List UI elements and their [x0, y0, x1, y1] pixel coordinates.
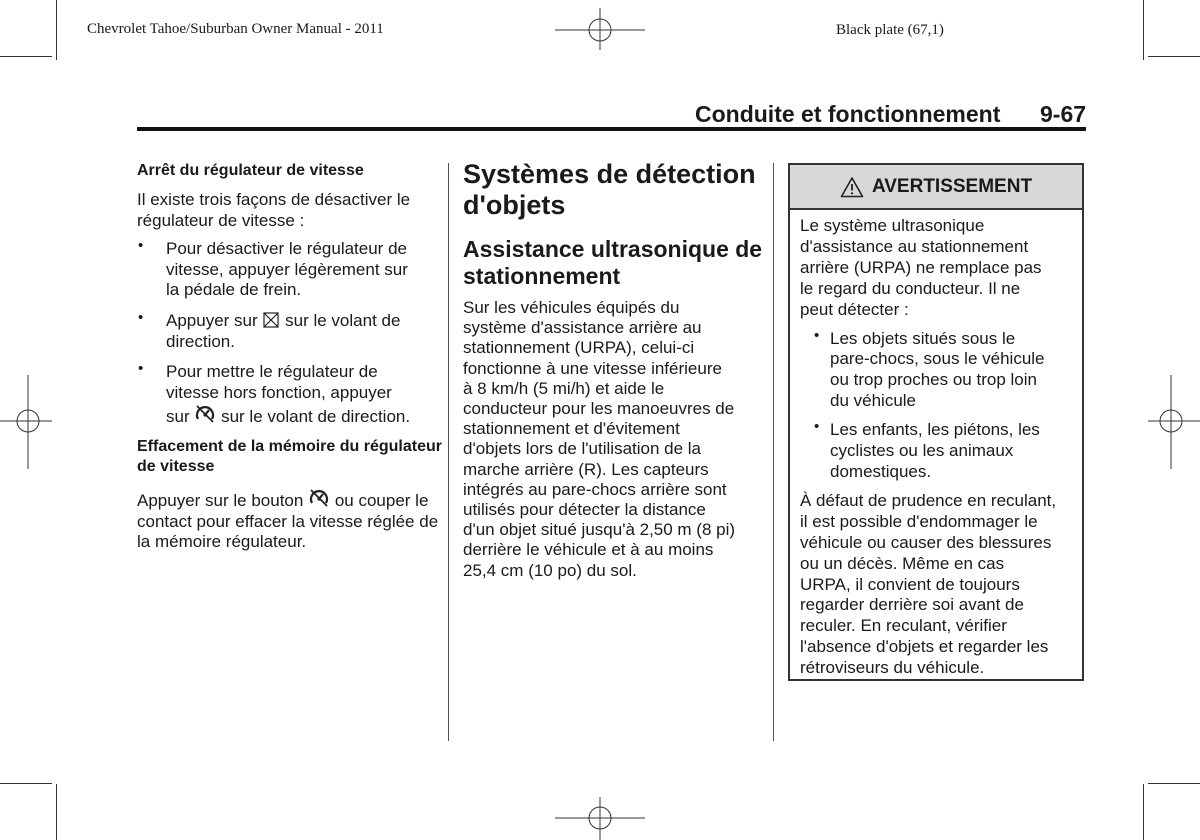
paragraph-line: intégrés au pare-chocs arrière sont — [463, 479, 727, 499]
section-heading: Systèmes de détection d'objets — [463, 159, 756, 220]
column-divider — [773, 163, 774, 741]
running-head-title: Conduite et fonctionnement — [695, 101, 1001, 127]
paragraph: Il existe trois façons de désactiver le régulateur de vitesse : — [137, 190, 411, 230]
subheading: Effacement de la mémoire du régulateur de vitesse — [137, 437, 442, 475]
warning-line: l'absence d'objets et regarder les — [800, 637, 1049, 657]
warning-line: il est possible d'endommager le — [800, 511, 1038, 531]
paragraph-line: système d'assistance arrière au — [463, 318, 702, 338]
list-item — [137, 308, 442, 352]
warning-line: ou trop proches ou trop loin — [830, 370, 1037, 390]
warning-line: véhicule ou causer des blessures — [800, 532, 1052, 552]
warning-box — [788, 163, 1084, 681]
subheading: Arrêt du régulateur de vitesse — [137, 162, 364, 179]
paragraph-line: stationnement (URPA), celui-ci — [463, 338, 695, 358]
list-item-text: sur le volant de direction. — [221, 407, 411, 427]
paragraph-line: derrière le véhicule et à au moins — [463, 540, 714, 560]
warning-line: le regard du conducteur. Il ne — [800, 278, 1021, 298]
cruise-on-off-icon — [308, 487, 330, 509]
column-divider — [448, 163, 449, 741]
paragraph-text: couper le contact pour effacer la vitesse réglée de la mémoire régulateur. — [137, 490, 439, 552]
registration-mark-left — [0, 375, 52, 469]
crop-mark — [0, 783, 52, 784]
paragraph-line: à 8 km/h (5 mi/h) et aide le — [463, 378, 665, 398]
warning-line: pare-chocs, sous le véhicule — [830, 349, 1045, 369]
paragraph — [463, 298, 763, 581]
list-item-line: la pédale de frein. — [166, 280, 302, 300]
paragraph-line: Sur les véhicules équipés du — [463, 298, 680, 317]
bullet-icon: • — [138, 237, 144, 255]
warning-line: d'assistance au stationnement — [800, 236, 1029, 256]
header-rule — [137, 127, 1086, 131]
warning-body — [800, 216, 1085, 679]
warning-outro — [800, 491, 1085, 679]
warning-line: domestiques. — [830, 461, 932, 481]
paragraph-line: stationnement et d'évitement — [463, 419, 680, 439]
warning-intro — [800, 216, 1085, 321]
paragraph-line: 25,4 cm (10 po) du sol. — [463, 560, 637, 580]
warning-line: À défaut de prudence en reculant, — [800, 490, 1057, 510]
cruise-on-off-icon — [194, 403, 216, 425]
list-item-line: Pour désactiver le régulateur de — [166, 239, 407, 259]
column-1 — [137, 161, 442, 553]
paragraph-line: marche arrière (R). Les capteurs — [463, 459, 709, 479]
crop-mark — [0, 56, 52, 57]
paragraph-line: utilisés pour détecter la distance — [463, 500, 706, 520]
bullet-icon: • — [814, 326, 820, 344]
warning-header — [790, 165, 1082, 210]
cancel-icon — [262, 311, 280, 329]
warning-line: URPA, il convient de toujours — [800, 574, 1020, 594]
paragraph-line: d'objets lors de l'utilisation de la — [463, 439, 702, 459]
subsection-heading: Assistance ultrasonique de stationnement — [463, 236, 763, 289]
bullet-icon: • — [814, 418, 820, 436]
crop-mark — [1143, 0, 1144, 60]
warning-line: Les enfants, les piétons, les — [830, 420, 1040, 440]
paragraph — [137, 487, 442, 553]
list-item-text: sur — [166, 407, 190, 427]
list-item — [137, 362, 442, 428]
registration-mark-bottom — [555, 797, 645, 840]
warning-line: du véhicule — [830, 391, 917, 411]
paragraph-line: fonctionne à une vitesse inférieure — [463, 358, 722, 378]
list-item-line: Pour mettre le régulateur de — [166, 362, 378, 382]
warning-line: cyclistes ou les animaux — [830, 441, 1014, 461]
warning-line: arrière (URPA) ne remplace pas — [800, 257, 1042, 277]
list-item-text: sur le volant de — [285, 310, 401, 330]
warning-line: Le système ultrasonique — [800, 216, 985, 235]
paragraph-line: conducteur pour les manoeuvres de — [463, 399, 735, 419]
bullet-icon: • — [138, 360, 144, 378]
list-item — [800, 326, 1085, 413]
paragraph-text: ou — [334, 490, 354, 510]
warning-line: reculer. En reculant, vérifier — [800, 616, 1007, 636]
list-item-text: direction. — [166, 331, 235, 351]
crop-mark — [1148, 56, 1200, 57]
warning-line: Les objets situés sous le — [830, 328, 1016, 348]
warning-title: AVERTISSEMENT — [871, 175, 1033, 197]
crop-mark — [1148, 783, 1200, 784]
warning-line: rétroviseurs du véhicule. — [800, 658, 985, 678]
list-item — [800, 420, 1085, 483]
list-item — [137, 239, 442, 301]
column-2 — [463, 159, 763, 581]
page-number: 9-67 — [1040, 101, 1087, 127]
crop-mark — [56, 0, 57, 60]
warning-line: ou un décès. Même en cas — [800, 553, 1005, 573]
warning-line: regarder derrière soi avant de — [800, 595, 1024, 615]
warning-triangle-icon — [840, 176, 864, 198]
crop-mark — [1143, 784, 1144, 840]
warning-line: peut détecter : — [800, 299, 909, 319]
header-plate: Black plate (67,1) — [836, 22, 944, 38]
bullet-icon: • — [138, 308, 144, 326]
list-item-line: vitesse, appuyer légèrement sur — [166, 259, 408, 279]
paragraph-text: Appuyer sur le bouton — [137, 490, 304, 510]
list-item-line: vitesse hors fonction, appuyer — [166, 382, 392, 402]
header-doc-title: Chevrolet Tahoe/Suburban Owner Manual - 2011 — [87, 21, 384, 37]
paragraph-line: d'un objet situé jusqu'à 2,50 m (8 pi) — [463, 520, 736, 540]
list-item-text: Appuyer sur — [166, 310, 258, 330]
registration-mark-top — [555, 4, 645, 50]
registration-mark-right — [1148, 375, 1200, 469]
crop-mark — [56, 784, 57, 840]
